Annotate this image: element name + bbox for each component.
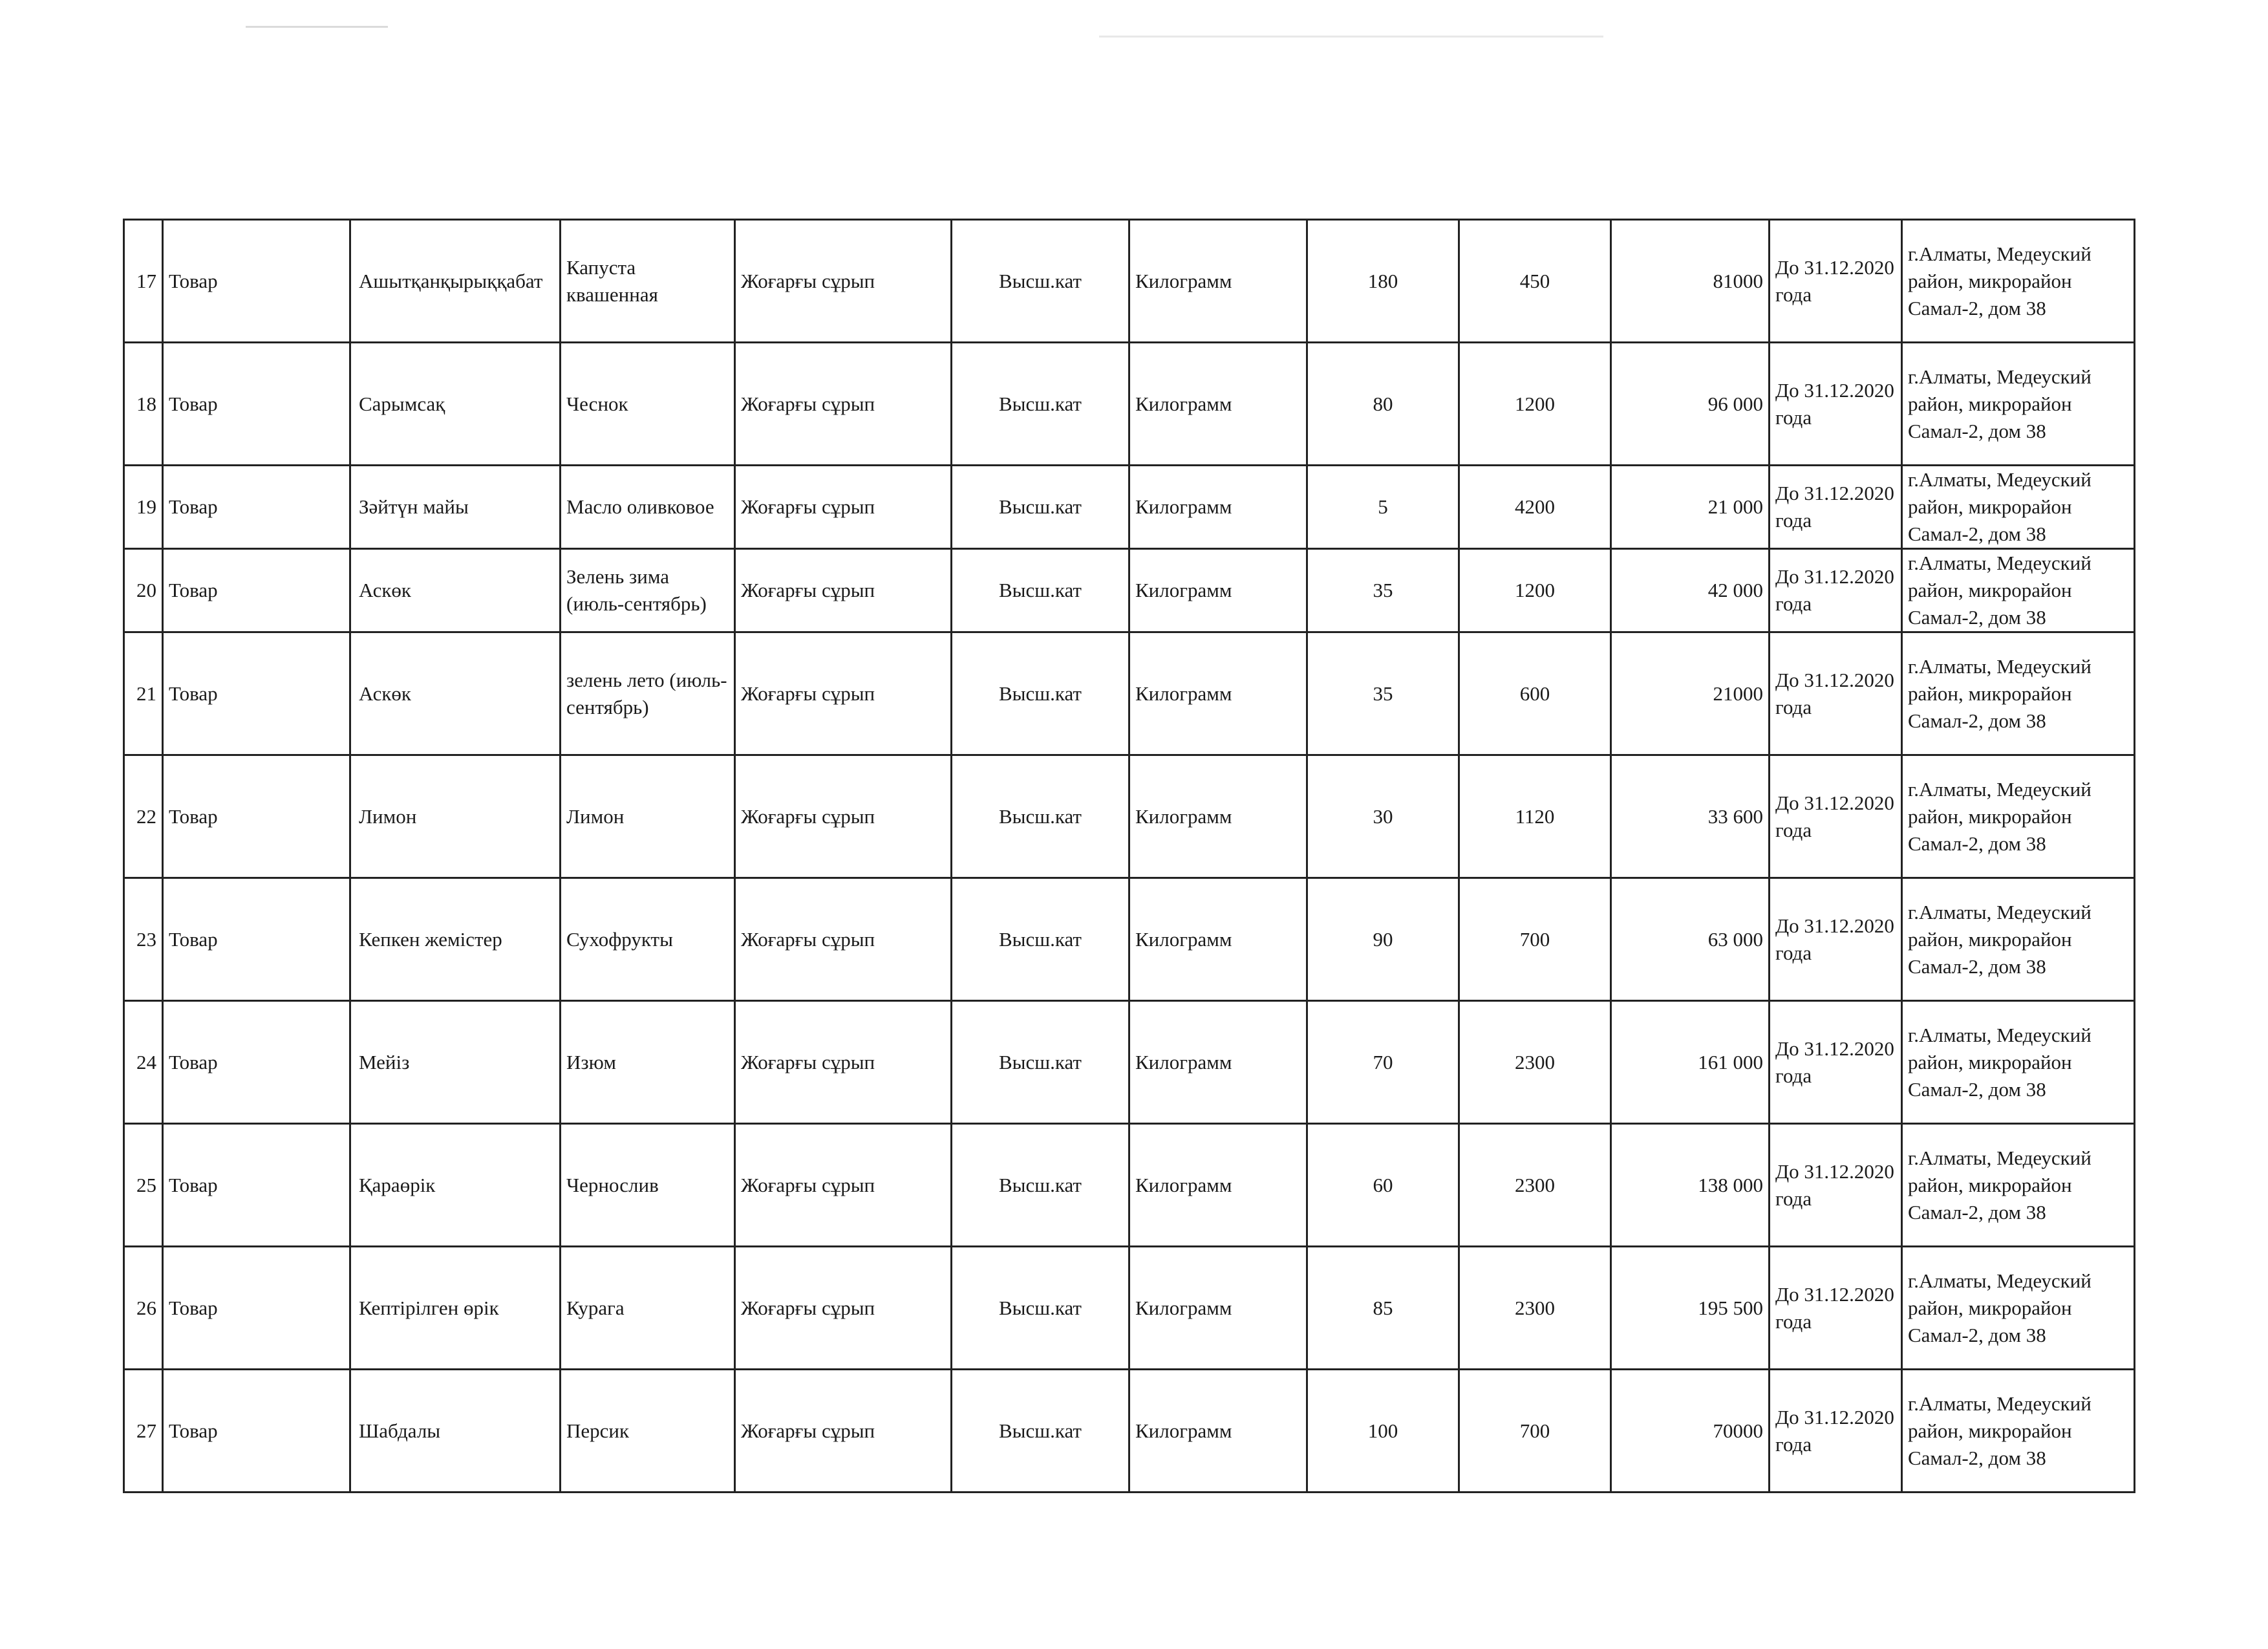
cell-grade-kz: Жоғарғы сұрып: [735, 1001, 952, 1124]
cell-row-number: 24: [124, 1001, 163, 1124]
cell-name-kz: Шабдалы: [350, 1370, 561, 1493]
cell-grade-kz: Жоғарғы сұрып: [735, 1370, 952, 1493]
cell-term: До 31.12.2020 года: [1770, 632, 1902, 755]
cell-sum: 33 600: [1611, 755, 1770, 878]
cell-grade-kz: Жоғарғы сұрып: [735, 343, 952, 466]
cell-address: г.Алматы, Медеуский район, микрорайон Самал-2, дом 38: [1902, 1247, 2135, 1370]
cell-price: 1200: [1459, 343, 1611, 466]
table-row: [124, 549, 2135, 632]
cell-sum: 70000: [1611, 1370, 1770, 1493]
cell-quantity: 90: [1307, 878, 1459, 1001]
table-row: [124, 1124, 2135, 1247]
cell-address: г.Алматы, Медеуский район, микрорайон Самал-2, дом 38: [1902, 1001, 2135, 1124]
cell-term: До 31.12.2020 года: [1770, 343, 1902, 466]
cell-sum: 195 500: [1611, 1247, 1770, 1370]
cell-grade-kz: Жоғарғы сұрып: [735, 755, 952, 878]
table-row: [124, 1001, 2135, 1124]
cell-name-ru: Масло оливковое: [561, 466, 735, 549]
table-row: [124, 632, 2135, 755]
cell-grade-kz: Жоғарғы сұрып: [735, 1124, 952, 1247]
cell-term: До 31.12.2020 года: [1770, 1001, 1902, 1124]
cell-unit: Килограмм: [1129, 1001, 1307, 1124]
cell-grade-ru: Высш.кат: [952, 549, 1129, 632]
cell-row-number: 17: [124, 220, 163, 343]
cell-address: г.Алматы, Медеуский район, микрорайон Самал-2, дом 38: [1902, 343, 2135, 466]
cell-item-type: Товар: [163, 343, 350, 466]
cell-term: До 31.12.2020 года: [1770, 1124, 1902, 1247]
cell-name-kz: Зәйтүн майы: [350, 466, 561, 549]
cell-quantity: 100: [1307, 1370, 1459, 1493]
cell-term: До 31.12.2020 года: [1770, 220, 1902, 343]
cell-term: До 31.12.2020 года: [1770, 755, 1902, 878]
cell-unit: Килограмм: [1129, 343, 1307, 466]
cell-name-ru: Капуста квашенная: [561, 220, 735, 343]
table-row: [124, 755, 2135, 878]
cell-quantity: 70: [1307, 1001, 1459, 1124]
cell-item-type: Товар: [163, 1001, 350, 1124]
cell-term: До 31.12.2020 года: [1770, 1247, 1902, 1370]
cell-unit: Килограмм: [1129, 1247, 1307, 1370]
cell-grade-kz: Жоғарғы сұрып: [735, 466, 952, 549]
cell-price: 2300: [1459, 1001, 1611, 1124]
scan-artifact-top-left: [246, 26, 388, 28]
cell-price: 450: [1459, 220, 1611, 343]
cell-unit: Килограмм: [1129, 220, 1307, 343]
cell-name-ru: Курага: [561, 1247, 735, 1370]
cell-term: До 31.12.2020 года: [1770, 878, 1902, 1001]
cell-unit: Килограмм: [1129, 1124, 1307, 1247]
cell-row-number: 26: [124, 1247, 163, 1370]
cell-unit: Килограмм: [1129, 549, 1307, 632]
cell-grade-ru: Высш.кат: [952, 466, 1129, 549]
cell-row-number: 22: [124, 755, 163, 878]
cell-quantity: 60: [1307, 1124, 1459, 1247]
table-row: [124, 343, 2135, 466]
cell-grade-ru: Высш.кат: [952, 343, 1129, 466]
cell-unit: Килограмм: [1129, 466, 1307, 549]
cell-sum: 63 000: [1611, 878, 1770, 1001]
cell-row-number: 21: [124, 632, 163, 755]
cell-name-ru: Сухофрукты: [561, 878, 735, 1001]
cell-name-kz: Ашытқанқырыққабат: [350, 220, 561, 343]
cell-row-number: 25: [124, 1124, 163, 1247]
cell-name-ru: Зелень зима (июль-сентябрь): [561, 549, 735, 632]
cell-address: г.Алматы, Медеуский район, микрорайон Самал-2, дом 38: [1902, 632, 2135, 755]
cell-sum: 81000: [1611, 220, 1770, 343]
cell-quantity: 35: [1307, 549, 1459, 632]
scan-artifact-top-right: [1099, 36, 1603, 38]
cell-price: 1120: [1459, 755, 1611, 878]
cell-name-kz: Аскөк: [350, 632, 561, 755]
cell-unit: Килограмм: [1129, 755, 1307, 878]
cell-item-type: Товар: [163, 220, 350, 343]
cell-price: 2300: [1459, 1247, 1611, 1370]
cell-item-type: Товар: [163, 549, 350, 632]
cell-name-ru: Изюм: [561, 1001, 735, 1124]
cell-sum: 96 000: [1611, 343, 1770, 466]
cell-row-number: 20: [124, 549, 163, 632]
cell-item-type: Товар: [163, 755, 350, 878]
cell-item-type: Товар: [163, 1124, 350, 1247]
cell-grade-ru: Высш.кат: [952, 220, 1129, 343]
cell-name-kz: Лимон: [350, 755, 561, 878]
table-row: [124, 1370, 2135, 1493]
cell-row-number: 18: [124, 343, 163, 466]
cell-unit: Килограмм: [1129, 878, 1307, 1001]
cell-item-type: Товар: [163, 466, 350, 549]
cell-grade-ru: Высш.кат: [952, 1001, 1129, 1124]
cell-name-kz: Аскөк: [350, 549, 561, 632]
cell-address: г.Алматы, Медеуский район, микрорайон Самал-2, дом 38: [1902, 878, 2135, 1001]
cell-price: 600: [1459, 632, 1611, 755]
cell-grade-ru: Высш.кат: [952, 1370, 1129, 1493]
cell-grade-kz: Жоғарғы сұрып: [735, 220, 952, 343]
cell-item-type: Товар: [163, 878, 350, 1001]
cell-name-kz: Сарымсақ: [350, 343, 561, 466]
cell-price: 1200: [1459, 549, 1611, 632]
cell-name-kz: Мейіз: [350, 1001, 561, 1124]
cell-name-kz: Қараөрік: [350, 1124, 561, 1247]
cell-item-type: Товар: [163, 1247, 350, 1370]
cell-grade-ru: Высш.кат: [952, 1124, 1129, 1247]
cell-price: 4200: [1459, 466, 1611, 549]
cell-sum: 138 000: [1611, 1124, 1770, 1247]
cell-address: г.Алматы, Медеуский район, микрорайон Самал-2, дом 38: [1902, 1370, 2135, 1493]
cell-grade-ru: Высш.кат: [952, 755, 1129, 878]
cell-grade-kz: Жоғарғы сұрып: [735, 549, 952, 632]
cell-quantity: 35: [1307, 632, 1459, 755]
cell-name-ru: зелень лето (июль-сентябрь): [561, 632, 735, 755]
cell-name-kz: Кепкен жемістер: [350, 878, 561, 1001]
cell-name-ru: Лимон: [561, 755, 735, 878]
cell-term: До 31.12.2020 года: [1770, 1370, 1902, 1493]
cell-price: 2300: [1459, 1124, 1611, 1247]
cell-sum: 161 000: [1611, 1001, 1770, 1124]
cell-grade-ru: Высш.кат: [952, 878, 1129, 1001]
cell-grade-ru: Высш.кат: [952, 1247, 1129, 1370]
cell-quantity: 30: [1307, 755, 1459, 878]
cell-unit: Килограмм: [1129, 632, 1307, 755]
cell-term: До 31.12.2020 года: [1770, 466, 1902, 549]
cell-name-kz: Кептірілген өрік: [350, 1247, 561, 1370]
table-row: [124, 878, 2135, 1001]
cell-name-ru: Чернослив: [561, 1124, 735, 1247]
cell-row-number: 27: [124, 1370, 163, 1493]
cell-address: г.Алматы, Медеуский район, микрорайон Самал-2, дом 38: [1902, 549, 2135, 632]
cell-quantity: 80: [1307, 343, 1459, 466]
cell-item-type: Товар: [163, 1370, 350, 1493]
table-row: [124, 220, 2135, 343]
cell-address: г.Алматы, Медеуский район, микрорайон Самал-2, дом 38: [1902, 220, 2135, 343]
cell-address: г.Алматы, Медеуский район, микрорайон Самал-2, дом 38: [1902, 1124, 2135, 1247]
cell-unit: Килограмм: [1129, 1370, 1307, 1493]
cell-address: г.Алматы, Медеуский район, микрорайон Самал-2, дом 38: [1902, 466, 2135, 549]
cell-quantity: 5: [1307, 466, 1459, 549]
table-row: [124, 466, 2135, 549]
cell-row-number: 23: [124, 878, 163, 1001]
cell-grade-kz: Жоғарғы сұрып: [735, 632, 952, 755]
cell-price: 700: [1459, 1370, 1611, 1493]
cell-grade-kz: Жоғарғы сұрып: [735, 878, 952, 1001]
cell-sum: 42 000: [1611, 549, 1770, 632]
cell-term: До 31.12.2020 года: [1770, 549, 1902, 632]
cell-name-ru: Чеснок: [561, 343, 735, 466]
cell-sum: 21 000: [1611, 466, 1770, 549]
cell-quantity: 180: [1307, 220, 1459, 343]
cell-item-type: Товар: [163, 632, 350, 755]
cell-sum: 21000: [1611, 632, 1770, 755]
cell-row-number: 19: [124, 466, 163, 549]
cell-price: 700: [1459, 878, 1611, 1001]
cell-grade-kz: Жоғарғы сұрып: [735, 1247, 952, 1370]
cell-address: г.Алматы, Медеуский район, микрорайон Самал-2, дом 38: [1902, 755, 2135, 878]
cell-quantity: 85: [1307, 1247, 1459, 1370]
cell-grade-ru: Высш.кат: [952, 632, 1129, 755]
cell-name-ru: Персик: [561, 1370, 735, 1493]
table-row: [124, 1247, 2135, 1370]
procurement-table: [123, 219, 2134, 1493]
